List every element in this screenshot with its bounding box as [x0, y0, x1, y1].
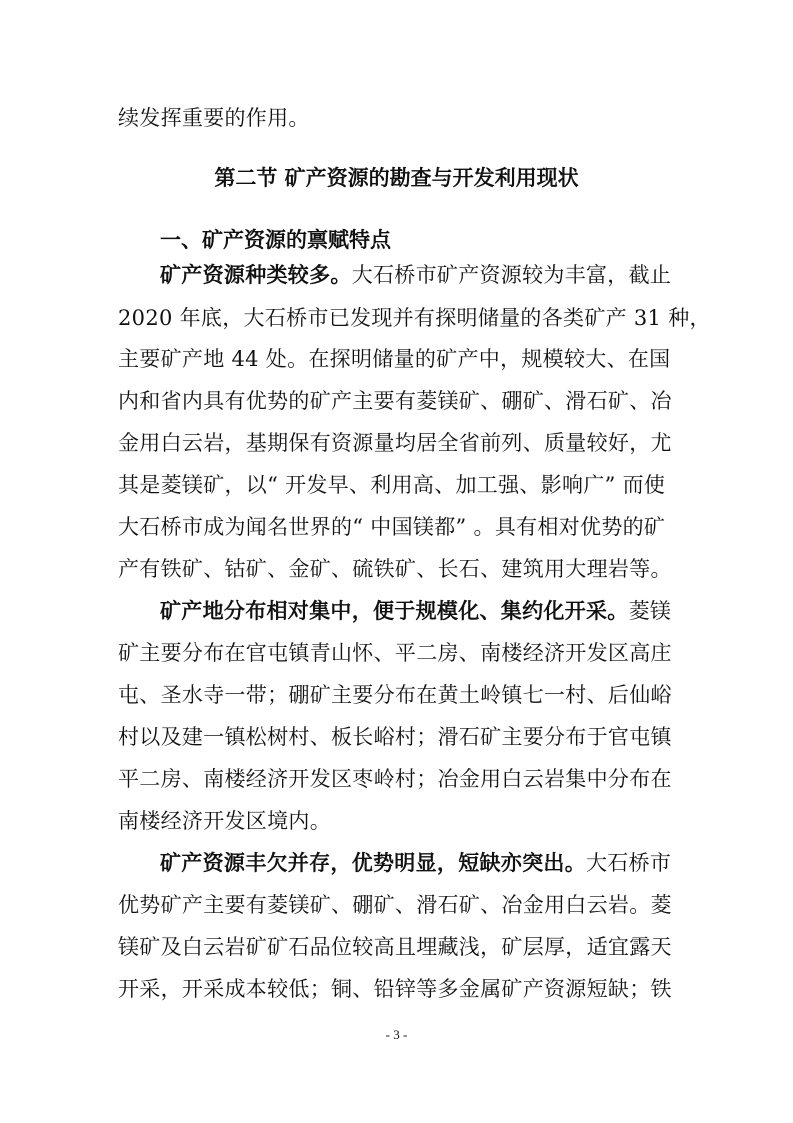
paragraph-3-lead: 矿产资源丰欠并存，优势明显，短缺亦突出。 — [160, 850, 586, 875]
paragraph-1-line: 内和省内具有优势的矿产主要有菱镁矿、硼矿、滑石矿、冶 — [118, 389, 672, 413]
paragraph-2-line: 矿主要分布在官屯镇青山怀、平二房、南楼经济开发区高庄 — [118, 641, 672, 665]
paragraph-3-line: 优势矿产主要有菱镁矿、硼矿、滑石矿、冶金用白云岩。菱 — [118, 893, 672, 917]
paragraph-1-text: 大石桥市矿产资源较为丰富，截止 — [351, 263, 672, 287]
subheading: 一、矿产资源的禀赋特点 — [160, 227, 391, 252]
paragraph-2-line: 南楼经济开发区境内。 — [118, 809, 331, 833]
paragraph-1-line: 主要矿产地 44 处。在探明储量的矿产中，规模较大、在国 — [118, 347, 671, 371]
paragraph-1-line — [160, 260, 678, 290]
paragraph-1-lead: 矿产资源种类较多。 — [160, 262, 352, 287]
paragraph-3-line — [160, 848, 678, 878]
paragraph-3-text: 大石桥市 — [586, 851, 672, 875]
paragraph-1-line: 大石桥市成为闻名世界的“ 中国镁都” 。具有相对优势的矿 — [118, 515, 666, 539]
paragraph-2-line — [160, 596, 678, 626]
section-title: 第二节 矿产资源的勘查与开发利用现状 — [214, 165, 579, 190]
intro-tail-text: 续发挥重要的作用。 — [118, 106, 310, 130]
paragraph-2-line: 平二房、南楼经济开发区枣岭村；冶金用白云岩集中分布在 — [118, 767, 672, 791]
paragraph-1-line: 金用白云岩，基期保有资源量均居全省前列、质量较好，尤 — [118, 431, 672, 455]
paragraph-2-line: 屯、圣水寺一带；硼矿主要分布在黄土岭镇七一村、后仙峪 — [118, 683, 672, 707]
paragraph-1-line: 产有铁矿、钴矿、金矿、硫铁矿、长石、建筑用大理岩等。 — [118, 557, 672, 581]
paragraph-2-line: 村以及建一镇松树村、板长峪村；滑石矿主要分布于官屯镇 — [118, 725, 672, 749]
paragraph-2-lead: 矿产地分布相对集中，便于规模化、集约化开采。 — [160, 598, 629, 623]
paragraph-2-text: 菱镁 — [628, 599, 672, 623]
paragraph-3-line: 开采，开采成本较低；铜、铅锌等多金属矿产资源短缺；铁 — [118, 977, 672, 1001]
page-number: - 3 - — [385, 1027, 408, 1042]
paragraph-3-line: 镁矿及白云岩矿矿石品位较高且埋藏浅，矿层厚，适宜露天 — [118, 935, 672, 959]
paragraph-1-line: 2020 年底，大石桥市已发现并有探明储量的各类矿产 31 种， — [118, 306, 711, 330]
paragraph-1-line: 其是菱镁矿，以“ 开发早、利用高、加工强、影响广” 而使 — [118, 473, 666, 497]
